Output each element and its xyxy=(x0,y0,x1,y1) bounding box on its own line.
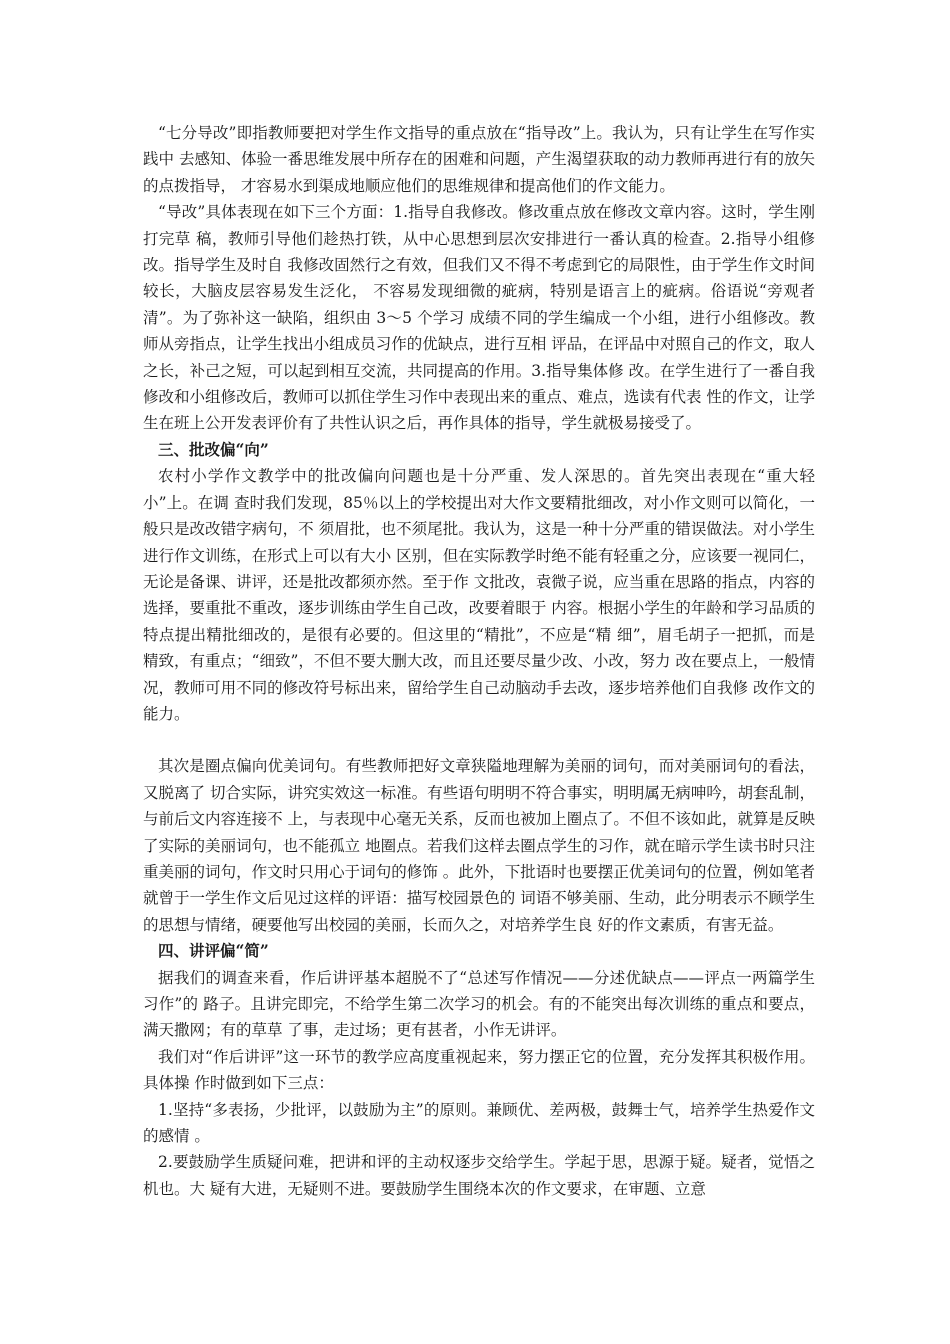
section-heading-3: 三、批改偏“向” xyxy=(158,439,269,459)
paragraph-spacer xyxy=(143,727,815,753)
paragraph-qifen-daogai: “七分导改”即指教师要把对学生作文指导的重点放在“指导改”上。我认为，只有让学生在写作实践中 去感知、体验一番思维发展中所存在的困难和问题，产生渴望获取的动力教师再进行有的放矢的点拨指导， 才容易水到渠成地顺应他们的思维规律和提高他们的作文能力。 xyxy=(143,124,815,195)
paragraph-quandian-pianxiang: 其次是圈点偏向优美词句。有些教师把好文章狭隘地理解为美丽的词句，而对美丽词句的看法，又脱离了 切合实际，讲究实效这一标准。有些语句明明不符合事实，明明属无病呻吟，胡套乱制，与前后文内容连接不 上，与表现中心毫无关系，反而也被加上圈点了。不但不该如此，就算是反映了实际的美丽词句，也不能孤立 地圈点。若我们这样去圈点学生的习作，就在暗示学生读书时只注重美丽的词句，作文时只用心于词句的修饰 。此外，下批语时也要摆正优美词句的位置，例如笔者就曾于一学生作文后见过这样的评语：描写校园景色的 词语不够美丽、生动，此分明表示不顾学生的思想与情绪，硬要他写出校园的美丽，长而久之，对培养学生良 好的作文素质，有害无益。 xyxy=(143,757,815,934)
paragraph-jiangping-survey: 据我们的调查来看，作后讲评基本超脱不了“总述写作情况——分述优缺点——评点一两篇学生习作”的 路子。且讲完即完，不给学生第二次学习的机会。有的不能突出每次训练的重点和要点，满天撒网；有的草草 了事，走过场；更有甚者，小作无讲评。 xyxy=(143,968,815,1040)
document-page xyxy=(143,120,815,1202)
paragraph-pigai-pianxiang: 农村小学作文教学中的批改偏向问题也是十分严重、发人深思的。首先突出表现在“重大轻小”上。在调 查时我们发现，85％以上的学校提出对大作文要精批细改，对小作文则可以简化，一般只是改改错字病句，不 须眉批，也不须尾批。我认为，这是一种十分严重的错误做法。对小学生进行作文训练，在形式上可以有大小 区别，但在实际教学时绝不能有轻重之分，应该要一视同仁，无论是备课、讲评，还是批改都须亦然。至于作 文批改，袁微子说，应当重在思路的指点，内容的选择，要重批不重改，逐步训练由学生自己改，改要着眼于 内容。根据小学生的年龄和学习品质的特点提出精批细改的，是很有必要的。但这里的“精批”，不应是“精 细”，眉毛胡子一把抓，而是精致，有重点；“细致”，不但不要大删大改，而且还要尽量少改、小改，努力 改在要点上，一般情况，教师可用不同的修改符号标出来，留给学生自己动脑动手去改，逐步培养他们自我修 改作文的能力。 xyxy=(143,467,815,723)
paragraph-point-1: 1.坚持“多表扬，少批评，以鼓励为主”的原则。兼顾优、差两极，鼓舞士气，培养学生热爱作文的感情 。 xyxy=(143,1100,815,1146)
section-heading-4: 四、讲评偏“简” xyxy=(158,941,269,961)
paragraph-point-2: 2.要鼓励学生质疑问难，把讲和评的主动权逐步交给学生。学起于思，思源于疑。疑者，觉悟之机也。大 疑有大进，无疑则不进。要鼓励学生围绕本次的作文要求，在审题、立意 xyxy=(143,1153,815,1198)
paragraph-daogai-three-aspects: “导改”具体表现在如下三个方面：1.指导自我修改。修改重点放在修改文章内容。这时，学生刚打完草 稿，教师引导他们趁热打铁，从中心思想到层次安排进行一番认真的检查。2.指导小组修改。指导学生及时自 我修改固然行之有效，但我们又不得不考虑到它的局限性，由于学生作文时间较长，大脑皮层容易发生泛化， 不容易发现细微的疵病，特别是语言上的疵病。俗语说“旁观者清”。为了弥补这一缺陷，组织由 3～5 个学习 成绩不同的学生编成一个小组，进行小组修改。教师从旁指点，让学生找出小组成员习作的优缺点，进行互相 评品，在评品中对照自己的作文，取人之长，补己之短，可以起到相互交流，共同提高的作用。3.指导集体修 改。在学生进行了一番自我修改和小组修改后，教师可以抓住学生习作中表现出来的重点、难点，选读有代表 性的作文，让学生在班上公开发表评价有了共性认识之后，再作具体的指导，学生就极易接受了。 xyxy=(143,203,815,433)
paragraph-jiangping-emphasis: 我们对“作后讲评”这一环节的教学应高度重视起来，努力摆正它的位置，充分发挥其积极作用。具体操 作时做到如下三点： xyxy=(143,1047,815,1093)
